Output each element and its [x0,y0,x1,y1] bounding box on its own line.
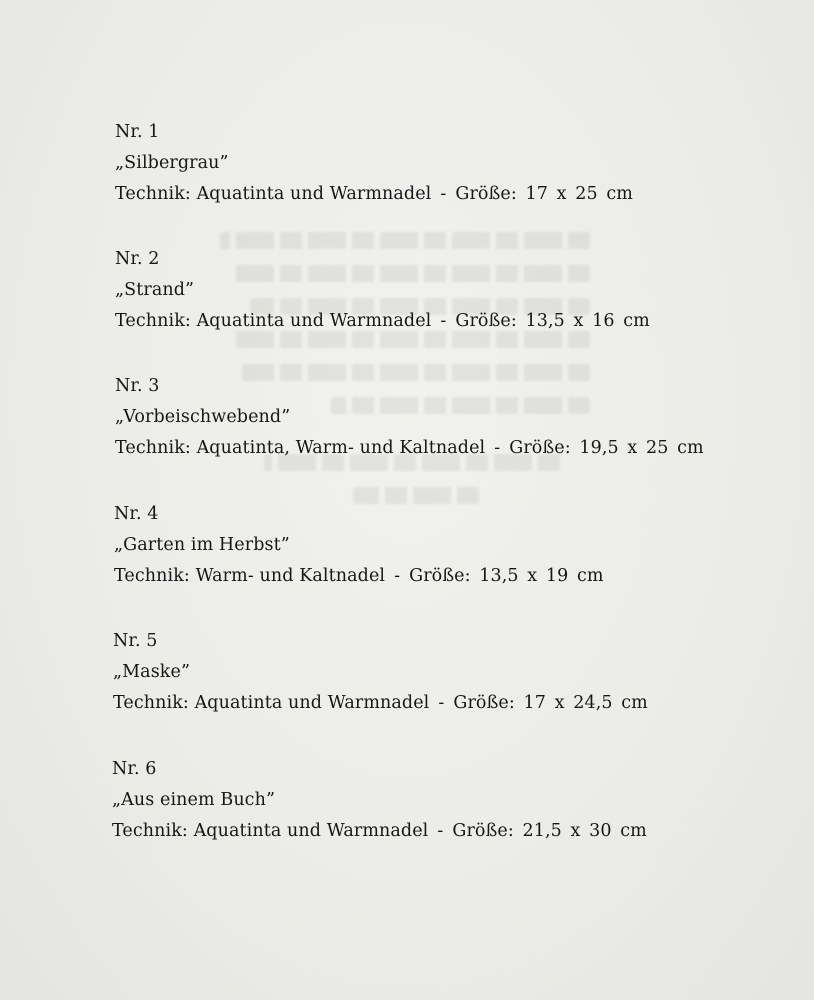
entry-size: Größe: 19,5 x 25 cm [509,438,704,458]
entry-title: „Silbergrau” [115,153,229,173]
entry-separator: - [440,311,447,331]
entry-details [114,561,604,592]
entry-number: Nr. 3 [115,376,160,396]
entry-details [112,816,647,847]
entry-size: Größe: 13,5 x 16 cm [455,311,650,331]
entry-number: Nr. 6 [112,759,157,779]
entry-details [115,179,633,210]
entry-details [115,433,704,464]
catalog-entry-3 [115,371,704,464]
entry-size: Größe: 17 x 24,5 cm [453,693,648,713]
catalog-entry-4 [114,499,604,592]
entry-title: „Aus einem Buch” [112,790,276,810]
entry-technique: Technik: Warm- und Kaltnadel [114,566,386,586]
entry-technique: Technik: Aquatinta und Warmnadel [115,311,432,331]
entry-details [113,688,648,719]
catalog-entry-2 [115,244,650,337]
entry-technique: Technik: Aquatinta und Warmnadel [112,821,429,841]
entry-title: „Vorbeischwebend” [115,407,291,427]
entry-technique: Technik: Aquatinta, Warm- und Kaltnadel [115,438,486,458]
entry-technique: Technik: Aquatinta und Warmnadel [115,184,432,204]
entry-separator: - [440,184,447,204]
entry-number: Nr. 2 [115,249,160,269]
entry-separator: - [494,438,501,458]
catalog-entry-5 [113,626,648,719]
entry-separator: - [394,566,401,586]
catalog-entry-6 [112,754,647,847]
entry-technique: Technik: Aquatinta und Warmnadel [113,693,430,713]
catalog-entry-1 [115,117,633,210]
entry-number: Nr. 1 [115,122,160,142]
entry-size: Größe: 21,5 x 30 cm [452,821,647,841]
entry-number: Nr. 5 [113,631,158,651]
entry-details [115,306,650,337]
entry-number: Nr. 4 [114,504,159,524]
entry-title: „Garten im Herbst” [114,535,290,555]
entry-size: Größe: 13,5 x 19 cm [409,566,604,586]
entry-separator: - [438,693,445,713]
entry-separator: - [437,821,444,841]
entry-title: „Strand” [115,280,195,300]
entry-size: Größe: 17 x 25 cm [455,184,633,204]
entry-title: „Maske” [113,662,191,682]
